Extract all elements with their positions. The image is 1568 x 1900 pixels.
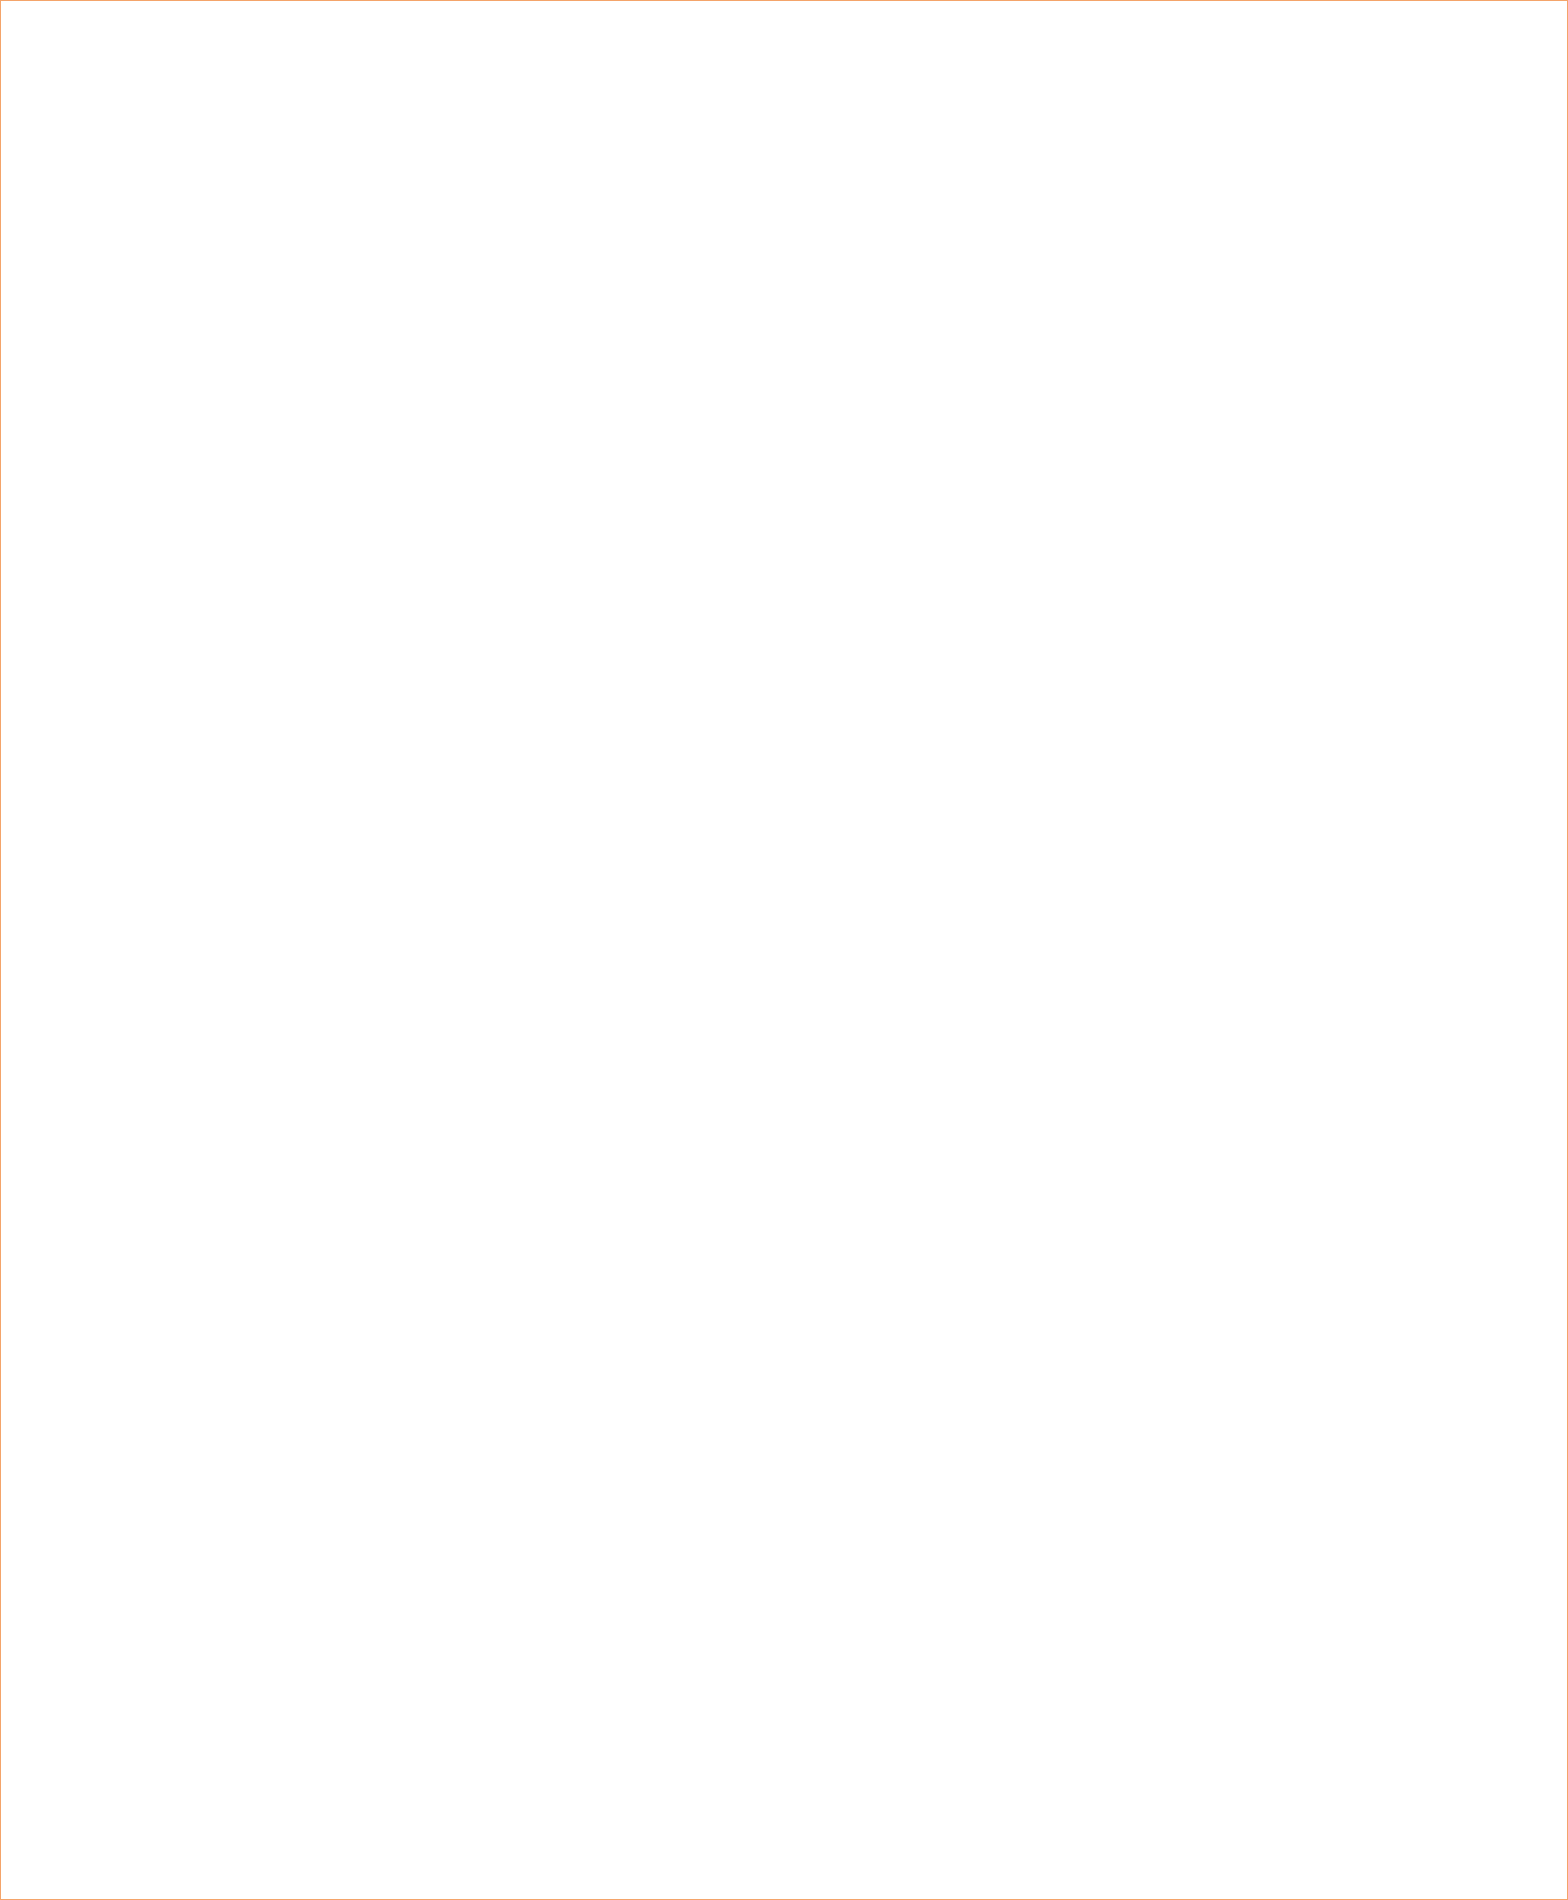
steps-staircase-diagram bbox=[170, 420, 1370, 800]
staircase-graphic bbox=[170, 420, 1370, 800]
